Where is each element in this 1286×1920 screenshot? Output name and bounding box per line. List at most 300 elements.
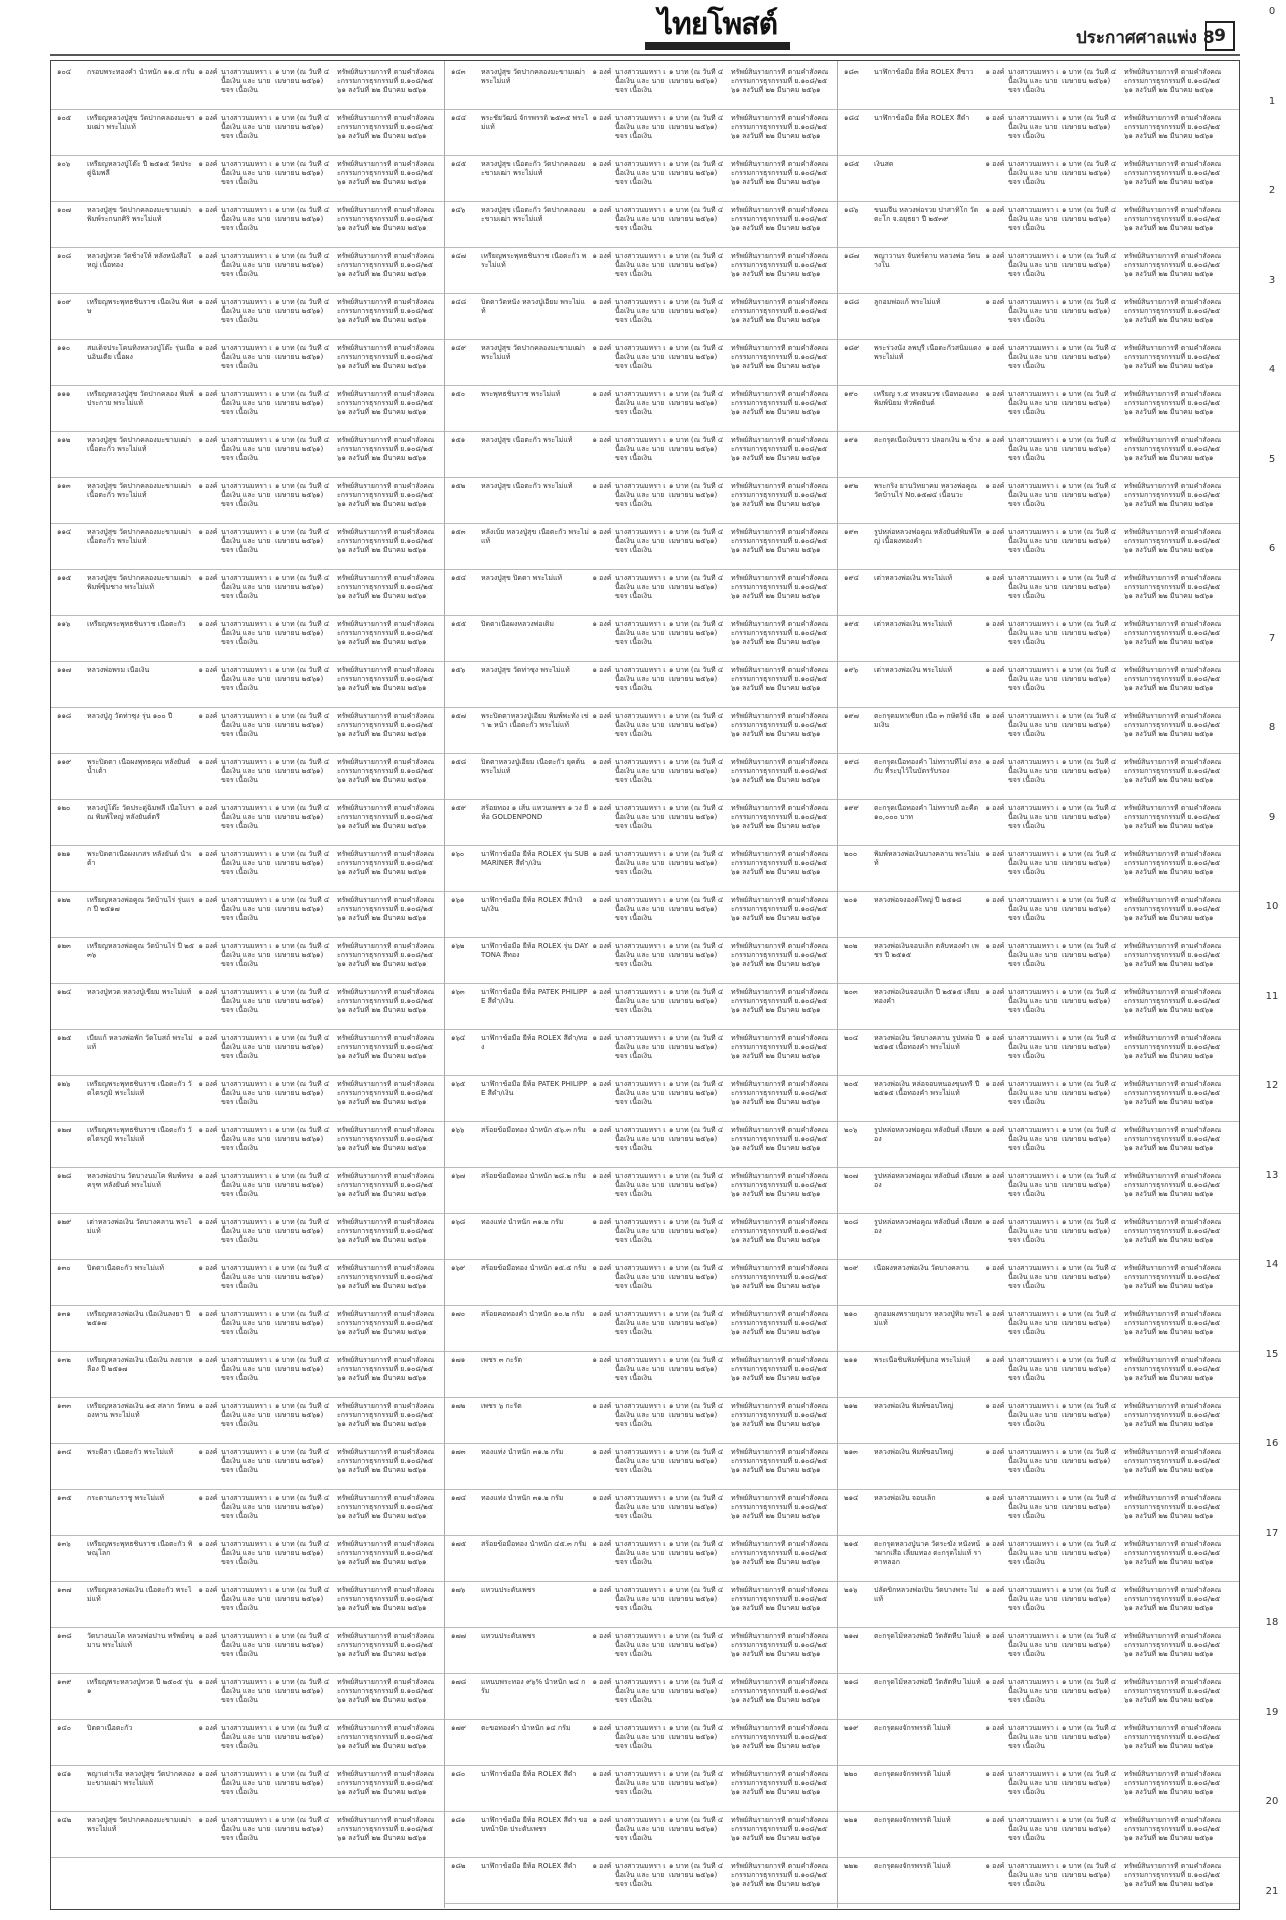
seizure-reference: ทรัพย์สินรายการที่ ตามคำสั่งคณะกรรมการธุรกรรมที่ ย.๑๐๘/๒๕๖๑ ลงวันที่ ๒๒ มีนาคม ๒๕๖๑ xyxy=(1124,206,1222,232)
owner-name: นางสาวนมหรา เนื้อเงิน และ นายขจร เนื้อเงิน xyxy=(615,1356,666,1382)
seizure-reference: ทรัพย์สินรายการที่ ตามคำสั่งคณะกรรมการธุรกรรมที่ ย.๑๐๘/๒๕๖๑ ลงวันที่ ๒๒ มีนาคม ๒๕๖๑ xyxy=(731,114,829,140)
owner-name: นางสาวนมหรา เนื้อเงิน และ นายขจร เนื้อเงิน xyxy=(1008,804,1059,830)
owner-name: นางสาวนมหรา เนื้อเงิน และ นายขจร เนื้อเงิน xyxy=(615,1034,666,1060)
item-value: ๑ บาท (ณ วันที่ ๔ เมษายน ๒๕๖๑) xyxy=(669,1126,724,1143)
table-row xyxy=(445,1169,838,1214)
item-unit: ๑ องค์ xyxy=(198,1264,218,1272)
item-description: ปิดตาเนื้อตะกั่ว พระไม่แท้ xyxy=(87,1264,164,1272)
owner-name: นางสาวนมหรา เนื้อเงิน และ นายขจร เนื้อเงิน xyxy=(615,620,666,646)
seizure-reference: ทรัพย์สินรายการที่ ตามคำสั่งคณะกรรมการธุรกรรมที่ ย.๑๐๘/๒๕๖๑ ลงวันที่ ๒๒ มีนาคม ๒๕๖๑ xyxy=(1124,850,1222,876)
item-unit: ๑ องค์ xyxy=(198,1632,218,1640)
row-number: ๑๙๒ xyxy=(844,482,859,490)
item-description: นาฬิกาข้อมือ ยี่ห้อ ROLEX สีดำ ขอบหน้าปัด ประดับเพชร xyxy=(481,1816,588,1833)
row-number: ๑๒๑ xyxy=(57,850,71,858)
seizure-reference: ทรัพย์สินรายการที่ ตามคำสั่งคณะกรรมการธุรกรรมที่ ย.๑๐๘/๒๕๖๑ ลงวันที่ ๒๒ มีนาคม ๒๕๖๑ xyxy=(731,252,829,278)
row-number: ๒๑๖ xyxy=(844,1586,858,1594)
item-description: หลวงพ่อเงินจอบเล็ก ตลับทองคำ เพชร ปี ๒๕๑๕ xyxy=(874,942,979,959)
owner-name: นางสาวนมหรา เนื้อเงิน และ นายขจร เนื้อเงิน xyxy=(615,160,666,186)
item-value: ๑ บาท (ณ วันที่ ๔ เมษายน ๒๕๖๑) xyxy=(1062,1862,1117,1879)
item-description: ตะขอทองคำ น้ำหนัก ๑๔ กรัม xyxy=(481,1724,571,1732)
item-value: ๑ บาท (ณ วันที่ ๔ เมษายน ๒๕๖๑) xyxy=(1062,1540,1117,1557)
owner-name: นางสาวนมหรา เนื้อเงิน และ นายขจร เนื้อเงิน xyxy=(221,160,272,186)
table-row xyxy=(838,433,1239,478)
owner-name: นางสาวนมหรา เนื้อเงิน และ นายขจร เนื้อเงิน xyxy=(615,1632,666,1658)
row-number: ๒๐๕ xyxy=(844,1080,859,1088)
item-description: หลวงปู่สุข เนื้อตะกั่ว พระไม่แท้ xyxy=(481,436,573,444)
table-row xyxy=(838,1169,1239,1214)
row-number: ๑๖๖ xyxy=(451,1126,465,1134)
item-description: ปิดตาเนื้อตะกั่ว xyxy=(87,1724,133,1732)
item-value: ๑ บาท (ณ วันที่ ๔ เมษายน ๒๕๖๑) xyxy=(275,1402,330,1419)
item-value: ๑ บาท (ณ วันที่ ๔ เมษายน ๒๕๖๑) xyxy=(669,574,724,591)
item-unit: ๑ องค์ xyxy=(592,344,612,352)
item-unit: ๑ องค์ xyxy=(198,1172,218,1180)
table-row xyxy=(445,1767,838,1812)
seizure-reference: ทรัพย์สินรายการที่ ตามคำสั่งคณะกรรมการธุรกรรมที่ ย.๑๐๘/๒๕๖๑ ลงวันที่ ๒๒ มีนาคม ๒๕๖๑ xyxy=(731,298,829,324)
row-number: ๑๖๙ xyxy=(451,1264,466,1272)
seizure-reference: ทรัพย์สินรายการที่ ตามคำสั่งคณะกรรมการธุรกรรมที่ ย.๑๐๘/๒๕๖๑ ลงวันที่ ๒๒ มีนาคม ๒๕๖๑ xyxy=(1124,252,1222,278)
row-number: ๒๐๒ xyxy=(844,942,858,950)
table-row xyxy=(51,295,444,340)
seizure-reference: ทรัพย์สินรายการที่ ตามคำสั่งคณะกรรมการธุรกรรมที่ ย.๑๐๘/๒๕๖๑ ลงวันที่ ๒๒ มีนาคม ๒๕๖๑ xyxy=(337,1632,435,1658)
table-row xyxy=(51,1629,444,1674)
item-unit: ๑ องค์ xyxy=(985,1172,1005,1180)
item-unit: ๑ องค์ xyxy=(985,1540,1005,1548)
item-unit: ๑ องค์ xyxy=(985,1632,1005,1640)
item-unit: ๑ องค์ xyxy=(198,1218,218,1226)
item-description: หลวงปู่ทวด วัดช้างให้ หลังหนังสือใหญ่ เนื้อทอง xyxy=(87,252,191,269)
seizure-reference: ทรัพย์สินรายการที่ ตามคำสั่งคณะกรรมการธุรกรรมที่ ย.๑๐๘/๒๕๖๑ ลงวันที่ ๒๒ มีนาคม ๒๕๖๑ xyxy=(731,1770,829,1796)
item-value: ๑ บาท (ณ วันที่ ๔ เมษายน ๒๕๖๑) xyxy=(669,390,724,407)
item-unit: ๑ องค์ xyxy=(592,1770,612,1778)
seizure-reference: ทรัพย์สินรายการที่ ตามคำสั่งคณะกรรมการธุรกรรมที่ ย.๑๐๘/๒๕๖๑ ลงวันที่ ๒๒ มีนาคม ๒๕๖๑ xyxy=(731,712,829,738)
item-unit: ๑ องค์ xyxy=(592,1448,612,1456)
item-unit: ๑ องค์ xyxy=(985,1724,1005,1732)
seizure-reference: ทรัพย์สินรายการที่ ตามคำสั่งคณะกรรมการธุรกรรมที่ ย.๑๐๘/๒๕๖๑ ลงวันที่ ๒๒ มีนาคม ๒๕๖๑ xyxy=(337,114,435,140)
seizure-reference: ทรัพย์สินรายการที่ ตามคำสั่งคณะกรรมการธุรกรรมที่ ย.๑๐๘/๒๕๖๑ ลงวันที่ ๒๒ มีนาคม ๒๕๖๑ xyxy=(1124,758,1222,784)
row-number: ๑๒๖ xyxy=(57,1080,71,1088)
item-unit: ๑ องค์ xyxy=(198,1402,218,1410)
table-row xyxy=(51,709,444,754)
item-description: หลวงปู่สุข วัดปากคลองมะขามเฒ่า พระไม่แท้ xyxy=(481,68,586,85)
table-row xyxy=(51,1537,444,1582)
row-number: ๒๒๒ xyxy=(844,1862,858,1870)
item-value: ๑ บาท (ณ วันที่ ๔ เมษายน ๒๕๖๑) xyxy=(669,436,724,453)
row-number: ๒๐๔ xyxy=(844,1034,859,1042)
margin-scale-number: 0 xyxy=(1268,6,1276,17)
seizure-reference: ทรัพย์สินรายการที่ ตามคำสั่งคณะกรรมการธุรกรรมที่ ย.๑๐๘/๒๕๖๑ ลงวันที่ ๒๒ มีนาคม ๒๕๖๑ xyxy=(731,206,829,232)
margin-scale-number: 7 xyxy=(1268,632,1276,644)
item-value: ๑ บาท (ณ วันที่ ๔ เมษายน ๒๕๖๑) xyxy=(669,1632,724,1649)
item-value: ๑ บาท (ณ วันที่ ๔ เมษายน ๒๕๖๑) xyxy=(669,1862,724,1879)
item-description: พระพุทธชินราช พระไม่แท้ xyxy=(481,390,561,398)
item-unit: ๑ องค์ xyxy=(592,390,612,398)
item-description: หลวงปู่สุข เนื้อตะกั่ว วัดปากคลองมะขามเฒ่า พระไม่แท้ xyxy=(481,206,586,223)
item-value: ๑ บาท (ณ วันที่ ๔ เมษายน ๒๕๖๑) xyxy=(669,988,724,1005)
row-number: ๑๘๐ xyxy=(451,1770,466,1778)
table-row xyxy=(838,479,1239,524)
owner-name: นางสาวนมหรา เนื้อเงิน และ นายขจร เนื้อเงิน xyxy=(615,436,666,462)
row-number: ๑๙๗ xyxy=(844,712,859,720)
item-description: ตะกรุดเนื้อทองคำ ไม่ทราบที่ไม่ ตรงกับ ที่ระบุไว้ในบัตรรับรอง xyxy=(874,758,981,775)
item-unit: ๑ องค์ xyxy=(592,1816,612,1824)
owner-name: นางสาวนมหรา เนื้อเงิน และ นายขจร เนื้อเงิน xyxy=(221,1172,272,1198)
owner-name: นางสาวนมหรา เนื้อเงิน และ นายขจร เนื้อเงิน xyxy=(1008,574,1059,600)
seizure-reference: ทรัพย์สินรายการที่ ตามคำสั่งคณะกรรมการธุรกรรมที่ ย.๑๐๘/๒๕๖๑ ลงวันที่ ๒๒ มีนาคม ๒๕๖๑ xyxy=(337,482,435,508)
row-number: ๑๖๗ xyxy=(451,1172,466,1180)
item-value: ๑ บาท (ณ วันที่ ๔ เมษายน ๒๕๖๑) xyxy=(1062,206,1117,223)
owner-name: นางสาวนมหรา เนื้อเงิน และ นายขจร เนื้อเงิน xyxy=(615,758,666,784)
header-rule xyxy=(50,54,1240,56)
item-unit: ๑ องค์ xyxy=(198,896,218,904)
item-description: หลังเบ้ย หลวงปู่สุข เนื้อตะกั่ว พระไม่แท้ xyxy=(481,528,589,545)
owner-name: นางสาวนมหรา เนื้อเงิน และ นายขจร เนื้อเงิน xyxy=(1008,482,1059,508)
row-number: ๒๒๐ xyxy=(844,1770,858,1778)
table-row xyxy=(445,525,838,570)
logo-underline xyxy=(645,42,790,50)
margin-scale-number: 16 xyxy=(1265,1438,1279,1449)
table-row xyxy=(445,617,838,662)
item-description: เหรียญหลวงพ่อเงิน ๑๕ สลาก วัดหนองหาน พระไม่แท้ xyxy=(87,1402,195,1419)
seizure-reference: ทรัพย์สินรายการที่ ตามคำสั่งคณะกรรมการธุรกรรมที่ ย.๑๐๘/๒๕๖๑ ลงวันที่ ๒๒ มีนาคม ๒๕๖๑ xyxy=(337,1356,435,1382)
item-unit: ๑ องค์ xyxy=(985,666,1005,674)
item-description: นาฬิกาข้อมือ ยี่ห้อ ROLEX รุ่น SUBMARINER สีดำ/เงิน xyxy=(481,850,589,867)
row-number: ๑๖๘ xyxy=(451,1218,466,1226)
item-description: สร้อยทอง ๑ เส้น แหวนเพชร ๑ วง ยี่ห้อ GOLDENPOND xyxy=(481,804,589,821)
seizure-reference: ทรัพย์สินรายการที่ ตามคำสั่งคณะกรรมการธุรกรรมที่ ย.๑๐๘/๒๕๖๑ ลงวันที่ ๒๒ มีนาคม ๒๕๖๑ xyxy=(1124,1816,1222,1842)
item-value: ๑ บาท (ณ วันที่ ๔ เมษายน ๒๕๖๑) xyxy=(1062,1724,1117,1741)
item-description: เนื้อผงหลวงพ่อเงิน วัดบางคลาน xyxy=(874,1264,969,1272)
item-description: สร้อยคอทองคำ น้ำหนัก ๑๐.๒ กรัม xyxy=(481,1310,585,1318)
table-row xyxy=(445,1123,838,1168)
table-row xyxy=(445,1399,838,1444)
seizure-reference: ทรัพย์สินรายการที่ ตามคำสั่งคณะกรรมการธุรกรรมที่ ย.๑๐๘/๒๕๖๑ ลงวันที่ ๒๒ มีนาคม ๒๕๖๑ xyxy=(1124,1080,1222,1106)
margin-scale-number: 20 xyxy=(1265,1796,1279,1807)
item-description: พิมพ์หลวงพ่อเงินบางคลาน พระไม่แท้ xyxy=(874,850,980,867)
item-description: เหรียญหลวงปู่โต๊ะ ปี ๒๕๑๕ วัดประดู่ฉิมพลี xyxy=(87,160,192,177)
owner-name: นางสาวนมหรา เนื้อเงิน และ นายขจร เนื้อเงิน xyxy=(1008,114,1059,140)
seizure-reference: ทรัพย์สินรายการที่ ตามคำสั่งคณะกรรมการธุรกรรมที่ ย.๑๐๘/๒๕๖๑ ลงวันที่ ๒๒ มีนาคม ๒๕๖๑ xyxy=(731,1632,829,1658)
row-number: ๑๔๔ xyxy=(451,114,467,122)
margin-scale-number: 14 xyxy=(1265,1259,1279,1270)
item-unit: ๑ องค์ xyxy=(985,298,1005,306)
margin-scale-number: 10 xyxy=(1265,901,1279,912)
item-unit: ๑ องค์ xyxy=(592,1632,612,1640)
item-value: ๑ บาท (ณ วันที่ ๔ เมษายน ๒๕๖๑) xyxy=(1062,1356,1117,1373)
table-row xyxy=(838,571,1239,616)
item-description: รูปหล่อหลวงพ่อคูณ หลังยันต์ เลี่ยมทอง xyxy=(874,1126,982,1143)
table-row xyxy=(838,249,1239,294)
item-value: ๑ บาท (ณ วันที่ ๔ เมษายน ๒๕๖๑) xyxy=(275,1494,330,1511)
row-number: ๑๓๗ xyxy=(57,1586,72,1594)
owner-name: นางสาวนมหรา เนื้อเงิน และ นายขจร เนื้อเงิน xyxy=(1008,712,1059,738)
item-unit: ๑ องค์ xyxy=(198,298,218,306)
table-row xyxy=(51,755,444,800)
item-value: ๑ บาท (ณ วันที่ ๔ เมษายน ๒๕๖๑) xyxy=(275,988,330,1005)
item-description: กรอบพระทองคำ น้ำหนัก ๑๑.๕ กรัม xyxy=(87,68,195,76)
table-row xyxy=(838,1675,1239,1720)
table-row xyxy=(445,203,838,248)
owner-name: นางสาวนมหรา เนื้อเงิน และ นายขจร เนื้อเงิน xyxy=(1008,1448,1059,1474)
seizure-reference: ทรัพย์สินรายการที่ ตามคำสั่งคณะกรรมการธุรกรรมที่ ย.๑๐๘/๒๕๖๑ ลงวันที่ ๒๒ มีนาคม ๒๕๖๑ xyxy=(731,1816,829,1842)
item-value: ๑ บาท (ณ วันที่ ๔ เมษายน ๒๕๖๑) xyxy=(669,1678,724,1695)
owner-name: นางสาวนมหรา เนื้อเงิน และ นายขจร เนื้อเงิน xyxy=(1008,1034,1059,1060)
seizure-reference: ทรัพย์สินรายการที่ ตามคำสั่งคณะกรรมการธุรกรรมที่ ย.๑๐๘/๒๕๖๑ ลงวันที่ ๒๒ มีนาคม ๒๕๖๑ xyxy=(1124,1632,1222,1658)
owner-name: นางสาวนมหรา เนื้อเงิน และ นายขจร เนื้อเงิน xyxy=(1008,298,1059,324)
item-value: ๑ บาท (ณ วันที่ ๔ เมษายน ๒๕๖๑) xyxy=(669,1218,724,1235)
row-number: ๑๘๖ xyxy=(844,206,859,214)
seizure-reference: ทรัพย์สินรายการที่ ตามคำสั่งคณะกรรมการธุรกรรมที่ ย.๑๐๘/๒๕๖๑ ลงวันที่ ๒๒ มีนาคม ๒๕๖๑ xyxy=(337,344,435,370)
row-number: ๑๓๔ xyxy=(57,1448,72,1456)
table-row xyxy=(838,341,1239,386)
table-row xyxy=(51,1261,444,1306)
table-row xyxy=(838,1583,1239,1628)
item-description: ขนมจีน หลวงพ่อรวย ปาสาทิโก วัดตะโก จ.อยุธยา ปี ๒๕๓๙ xyxy=(874,206,979,223)
item-description: ตะกรุดหลวงปู่นาค วัดระฆัง หนังหน้าผากเสือ เลี่ยมทอง ตะกรุดไม่แท้ ราคาหลอก xyxy=(874,1540,982,1566)
row-number: ๑๕๙ xyxy=(451,804,466,812)
seizure-reference: ทรัพย์สินรายการที่ ตามคำสั่งคณะกรรมการธุรกรรมที่ ย.๑๐๘/๒๕๖๑ ลงวันที่ ๒๒ มีนาคม ๒๕๖๑ xyxy=(337,712,435,738)
seizure-reference: ทรัพย์สินรายการที่ ตามคำสั่งคณะกรรมการธุรกรรมที่ ย.๑๐๘/๒๕๖๑ ลงวันที่ ๒๒ มีนาคม ๒๕๖๑ xyxy=(337,436,435,462)
row-number: ๑๗๒ xyxy=(451,1402,466,1410)
row-number: ๑๔๖ xyxy=(451,206,466,214)
item-value: ๑ บาท (ณ วันที่ ๔ เมษายน ๒๕๖๑) xyxy=(275,114,330,131)
table-row xyxy=(445,893,838,938)
item-value: ๑ บาท (ณ วันที่ ๔ เมษายน ๒๕๖๑) xyxy=(275,160,330,177)
margin-scale-number: 18 xyxy=(1265,1617,1279,1628)
item-description: นาฬิกาข้อมือ ยี่ห้อ ROLEX สีดำ xyxy=(481,1770,577,1778)
table-row xyxy=(838,1353,1239,1398)
seizure-reference: ทรัพย์สินรายการที่ ตามคำสั่งคณะกรรมการธุรกรรมที่ ย.๑๐๘/๒๕๖๑ ลงวันที่ ๒๒ มีนาคม ๒๕๖๑ xyxy=(731,344,829,370)
item-unit: ๑ องค์ xyxy=(985,390,1005,398)
table-row xyxy=(445,663,838,708)
row-number: ๑๑๔ xyxy=(57,528,72,536)
owner-name: นางสาวนมหรา เนื้อเงิน และ นายขจร เนื้อเงิน xyxy=(615,942,666,968)
item-description: หลวงปู่สุข วัดปากคลองมะขามเฒ่า พระไม่แท้ xyxy=(87,1816,192,1833)
table-row xyxy=(51,1123,444,1168)
seizure-reference: ทรัพย์สินรายการที่ ตามคำสั่งคณะกรรมการธุรกรรมที่ ย.๑๐๘/๒๕๖๑ ลงวันที่ ๒๒ มีนาคม ๒๕๖๑ xyxy=(337,1816,435,1842)
owner-name: นางสาวนมหรา เนื้อเงิน และ นายขจร เนื้อเงิน xyxy=(1008,1770,1059,1796)
owner-name: นางสาวนมหรา เนื้อเงิน และ นายขจร เนื้อเงิน xyxy=(221,1816,272,1842)
item-unit: ๑ องค์ xyxy=(592,1678,612,1686)
item-value: ๑ บาท (ณ วันที่ ๔ เมษายน ๒๕๖๑) xyxy=(275,1632,330,1649)
owner-name: นางสาวนมหรา เนื้อเงิน และ นายขจร เนื้อเงิน xyxy=(221,436,272,462)
table-row xyxy=(51,1169,444,1214)
row-number: ๑๑๙ xyxy=(57,758,72,766)
table-row xyxy=(838,663,1239,708)
seizure-reference: ทรัพย์สินรายการที่ ตามคำสั่งคณะกรรมการธุรกรรมที่ ย.๑๐๘/๒๕๖๑ ลงวันที่ ๒๒ มีนาคม ๒๕๖๑ xyxy=(1124,1540,1222,1566)
item-description: พญาเต่าเรือ หลวงปู่สุข วัดปากคลองมะขามเฒ่า พระไม่แท้ xyxy=(87,1770,195,1787)
table-row xyxy=(51,1031,444,1076)
item-unit: ๑ องค์ xyxy=(592,804,612,812)
margin-scale-number: 6 xyxy=(1268,543,1276,554)
owner-name: นางสาวนมหรา เนื้อเงิน และ นายขจร เนื้อเงิน xyxy=(615,574,666,600)
table-row xyxy=(51,1813,444,1858)
item-value: ๑ บาท (ณ วันที่ ๔ เมษายน ๒๕๖๑) xyxy=(669,850,724,867)
owner-name: นางสาวนมหรา เนื้อเงิน และ นายขจร เนื้อเงิน xyxy=(615,1080,666,1106)
row-number: ๑๗๘ xyxy=(451,1678,467,1686)
page-number: 9 xyxy=(1205,21,1235,51)
item-unit: ๑ องค์ xyxy=(198,1816,218,1824)
row-number: ๑๐๘ xyxy=(57,252,72,260)
owner-name: นางสาวนมหรา เนื้อเงิน และ นายขจร เนื้อเงิน xyxy=(221,942,272,968)
seizure-reference: ทรัพย์สินรายการที่ ตามคำสั่งคณะกรรมการธุรกรรมที่ ย.๑๐๘/๒๕๖๑ ลงวันที่ ๒๒ มีนาคม ๒๕๖๑ xyxy=(1124,620,1222,646)
owner-name: นางสาวนมหรา เนื้อเงิน และ นายขจร เนื้อเงิน xyxy=(221,804,272,830)
item-unit: ๑ องค์ xyxy=(198,988,218,996)
owner-name: นางสาวนมหรา เนื้อเงิน และ นายขจร เนื้อเงิน xyxy=(615,528,666,554)
item-value: ๑ บาท (ณ วันที่ ๔ เมษายน ๒๕๖๑) xyxy=(275,1540,330,1557)
seizure-reference: ทรัพย์สินรายการที่ ตามคำสั่งคณะกรรมการธุรกรรมที่ ย.๑๐๘/๒๕๖๑ ลงวันที่ ๒๒ มีนาคม ๒๕๖๑ xyxy=(731,160,829,186)
item-value: ๑ บาท (ณ วันที่ ๔ เมษายน ๒๕๖๑) xyxy=(1062,1310,1117,1327)
table-row xyxy=(51,939,444,984)
item-value: ๑ บาท (ณ วันที่ ๔ เมษายน ๒๕๖๑) xyxy=(275,68,330,85)
table-row xyxy=(838,1031,1239,1076)
table-row xyxy=(838,1491,1239,1536)
item-value: ๑ บาท (ณ วันที่ ๔ เมษายน ๒๕๖๑) xyxy=(275,942,330,959)
item-description: นาฬิกาข้อมือ ยี่ห้อ ROLEX สีน้ำเงิน/เงิน xyxy=(481,896,583,913)
row-number: ๑๘๙ xyxy=(844,344,859,352)
owner-name: นางสาวนมหรา เนื้อเงิน และ นายขจร เนื้อเงิน xyxy=(221,482,272,508)
owner-name: นางสาวนมหรา เนื้อเงิน และ นายขจร เนื้อเงิน xyxy=(615,68,666,94)
seizure-reference: ทรัพย์สินรายการที่ ตามคำสั่งคณะกรรมการธุรกรรมที่ ย.๑๐๘/๒๕๖๑ ลงวันที่ ๒๒ มีนาคม ๒๕๖๑ xyxy=(337,988,435,1014)
seizure-reference: ทรัพย์สินรายการที่ ตามคำสั่งคณะกรรมการธุรกรรมที่ ย.๑๐๘/๒๕๖๑ ลงวันที่ ๒๒ มีนาคม ๒๕๖๑ xyxy=(731,1678,829,1704)
seizure-reference: ทรัพย์สินรายการที่ ตามคำสั่งคณะกรรมการธุรกรรมที่ ย.๑๐๘/๒๕๖๑ ลงวันที่ ๒๒ มีนาคม ๒๕๖๑ xyxy=(337,850,435,876)
table-row xyxy=(838,985,1239,1030)
seizure-reference: ทรัพย์สินรายการที่ ตามคำสั่งคณะกรรมการธุรกรรมที่ ย.๑๐๘/๒๕๖๑ ลงวันที่ ๒๒ มีนาคม ๒๕๖๑ xyxy=(1124,712,1222,738)
table-row xyxy=(445,1261,838,1306)
item-unit: ๑ องค์ xyxy=(592,850,612,858)
item-unit: ๑ องค์ xyxy=(198,574,218,582)
row-number: ๑๘๘ xyxy=(844,298,860,306)
item-value: ๑ บาท (ณ วันที่ ๔ เมษายน ๒๕๖๑) xyxy=(1062,1034,1117,1051)
seizure-reference: ทรัพย์สินรายการที่ ตามคำสั่งคณะกรรมการธุรกรรมที่ ย.๑๐๘/๒๕๖๑ ลงวันที่ ๒๒ มีนาคม ๒๕๖๑ xyxy=(731,1540,829,1566)
item-description: เหรียญพระพุทธชินราช เนื้อตะกั่ว พระไม่แท้ xyxy=(481,252,587,269)
item-value: ๑ บาท (ณ วันที่ ๔ เมษายน ๒๕๖๑) xyxy=(1062,114,1117,131)
row-number: ๑๕๒ xyxy=(451,482,466,490)
seizure-reference: ทรัพย์สินรายการที่ ตามคำสั่งคณะกรรมการธุรกรรมที่ ย.๑๐๘/๒๕๖๑ ลงวันที่ ๒๒ มีนาคม ๒๕๖๑ xyxy=(731,896,829,922)
item-description: เต่าหลวงพ่อเงิน วัดบางคลาน พระไม่แท้ xyxy=(87,1218,192,1235)
table-row xyxy=(445,1629,838,1674)
item-unit: ๑ องค์ xyxy=(592,574,612,582)
item-unit: ๑ องค์ xyxy=(198,114,218,122)
row-number: ๑๓๒ xyxy=(57,1356,71,1364)
item-description: พระกริ่ง ยานวิทยาคม หลวงพ่อคูณ วัดบ้านไร่ No.๑๕๗๔ เนื้อนวะ xyxy=(874,482,977,499)
item-description: ปิดตาหลวงปู่เอี่ยม เนื้อตะกั่ว ยุคต้น พระไม่แท้ xyxy=(481,758,585,775)
row-number: ๑๔๑ xyxy=(57,1770,72,1778)
item-unit: ๑ องค์ xyxy=(985,528,1005,536)
owner-name: นางสาวนมหรา เนื้อเงิน และ นายขจร เนื้อเงิน xyxy=(1008,1310,1059,1336)
item-description: หลวงปู่สุข วัดปากคลองมะขามเฒ่า เนื้อตะกั่ว พระไม่แท้ xyxy=(87,482,192,499)
owner-name: นางสาวนมหรา เนื้อเงิน และ นายขจร เนื้อเงิน xyxy=(615,712,666,738)
item-description: เหรียญหลวงพ่อเงิน เนื้อเงิน ลงยาเหลือง ปี ๒๕๑๗ xyxy=(87,1356,193,1373)
item-unit: ๑ องค์ xyxy=(592,528,612,536)
table-row xyxy=(445,387,838,432)
item-description: นาฬิกาข้อมือ ยี่ห้อ PATEK PHILIPPE สีดำ/เงิน xyxy=(481,1080,588,1097)
owner-name: นางสาวนมหรา เนื้อเงิน และ นายขจร เนื้อเงิน xyxy=(221,620,272,646)
owner-name: นางสาวนมหรา เนื้อเงิน และ นายขจร เนื้อเงิน xyxy=(221,390,272,416)
table-panel xyxy=(837,61,1239,1908)
seizure-reference: ทรัพย์สินรายการที่ ตามคำสั่งคณะกรรมการธุรกรรมที่ ย.๑๐๘/๒๕๖๑ ลงวันที่ ๒๒ มีนาคม ๒๕๖๑ xyxy=(1124,436,1222,462)
owner-name: นางสาวนมหรา เนื้อเงิน และ นายขจร เนื้อเงิน xyxy=(1008,1264,1059,1290)
table-row xyxy=(51,847,444,892)
row-number: ๑๕๐ xyxy=(451,390,466,398)
item-unit: ๑ องค์ xyxy=(985,206,1005,214)
margin-scale-number: 12 xyxy=(1265,1080,1279,1091)
seizure-reference: ทรัพย์สินรายการที่ ตามคำสั่งคณะกรรมการธุรกรรมที่ ย.๑๐๘/๒๕๖๑ ลงวันที่ ๒๒ มีนาคม ๒๕๖๑ xyxy=(731,942,829,968)
seizure-reference: ทรัพย์สินรายการที่ ตามคำสั่งคณะกรรมการธุรกรรมที่ ย.๑๐๘/๒๕๖๑ ลงวันที่ ๒๒ มีนาคม ๒๕๖๑ xyxy=(1124,942,1222,968)
item-description: หลวงพ่อพรม เนื้อเงิน xyxy=(87,666,150,674)
item-description: นาฬิกาข้อมือ ยี่ห้อ ROLEX สีดำ xyxy=(874,114,970,122)
item-description: เต่าหลวงพ่อเงิน พระไม่แท้ xyxy=(874,666,953,674)
owner-name: นางสาวนมหรา เนื้อเงิน และ นายขจร เนื้อเงิน xyxy=(1008,1816,1059,1842)
owner-name: นางสาวนมหรา เนื้อเงิน และ นายขจร เนื้อเงิน xyxy=(1008,68,1059,94)
margin-scale-number: 1 xyxy=(1268,95,1276,107)
item-description: นาฬิกาข้อมือ ยี่ห้อ PATEK PHILIPPE สีดำ/เงิน xyxy=(481,988,588,1005)
table-row xyxy=(445,1077,838,1122)
item-unit: ๑ องค์ xyxy=(198,666,218,674)
item-value: ๑ บาท (ณ วันที่ ๔ เมษายน ๒๕๖๑) xyxy=(1062,1632,1117,1649)
table-row xyxy=(445,111,838,156)
seizure-reference: ทรัพย์สินรายการที่ ตามคำสั่งคณะกรรมการธุรกรรมที่ ย.๑๐๘/๒๕๖๑ ลงวันที่ ๒๒ มีนาคม ๒๕๖๑ xyxy=(337,1402,435,1428)
owner-name: นางสาวนมหรา เนื้อเงิน และ นายขจร เนื้อเงิน xyxy=(221,896,272,922)
table-row xyxy=(838,1813,1239,1858)
owner-name: นางสาวนมหรา เนื้อเงิน และ นายขจร เนื้อเงิน xyxy=(221,1034,272,1060)
row-number: ๒๐๑ xyxy=(844,896,858,904)
owner-name: นางสาวนมหรา เนื้อเงิน และ นายขจร เนื้อเงิน xyxy=(221,1770,272,1796)
item-unit: ๑ องค์ xyxy=(592,988,612,996)
item-description: ปิดตาวัดหนัง หลวงปู่เอี่ยม พระไม่แท้ xyxy=(481,298,585,315)
item-description: เหรียญพระพุทธชินราช เนื้อตะกั่ว xyxy=(87,620,186,628)
item-value: ๑ บาท (ณ วันที่ ๔ เมษายน ๒๕๖๑) xyxy=(275,1586,330,1603)
table-row xyxy=(445,1675,838,1720)
table-row xyxy=(838,1215,1239,1260)
owner-name: นางสาวนมหรา เนื้อเงิน และ นายขจร เนื้อเงิน xyxy=(1008,206,1059,232)
seizure-reference: ทรัพย์สินรายการที่ ตามคำสั่งคณะกรรมการธุรกรรมที่ ย.๑๐๘/๒๕๖๑ ลงวันที่ ๒๒ มีนาคม ๒๕๖๑ xyxy=(1124,482,1222,508)
owner-name: นางสาวนมหรา เนื้อเงิน และ นายขจร เนื้อเงิน xyxy=(221,1310,272,1336)
owner-name: นางสาวนมหรา เนื้อเงิน และ นายขจร เนื้อเงิน xyxy=(1008,758,1059,784)
seizure-reference: ทรัพย์สินรายการที่ ตามคำสั่งคณะกรรมการธุรกรรมที่ ย.๑๐๘/๒๕๖๑ ลงวันที่ ๒๒ มีนาคม ๒๕๖๑ xyxy=(731,1264,829,1290)
seizure-reference: ทรัพย์สินรายการที่ ตามคำสั่งคณะกรรมการธุรกรรมที่ ย.๑๐๘/๒๕๖๑ ลงวันที่ ๒๒ มีนาคม ๒๕๖๑ xyxy=(337,574,435,600)
row-number: ๒๑๑ xyxy=(844,1356,858,1364)
item-value: ๑ บาท (ณ วันที่ ๔ เมษายน ๒๕๖๑) xyxy=(1062,1816,1117,1833)
item-description: เพชร ๓ กะรัต xyxy=(481,1356,523,1364)
row-number: ๑๐๙ xyxy=(57,298,71,306)
item-description: พระปิดตา เนื้อผงพุทธคุณ หลังยันต์ น้ำเต้า xyxy=(87,758,191,775)
item-unit: ๑ องค์ xyxy=(198,68,218,76)
item-value: ๑ บาท (ณ วันที่ ๔ เมษายน ๒๕๖๑) xyxy=(275,1310,330,1327)
row-number: ๑๙๔ xyxy=(844,574,859,582)
item-description: เหรียญหลวงพ่อคูณ วัดบ้านไร่ ปี ๒๕๓๖ xyxy=(87,942,195,959)
row-number: ๒๑๐ xyxy=(844,1310,858,1318)
item-unit: ๑ องค์ xyxy=(592,712,612,720)
table-row xyxy=(445,939,838,984)
item-description: แหวนประดับเพชร xyxy=(481,1586,536,1594)
item-description: หลวงปู่สุข วัดปากคลองมะขามเฒ่า เนื้อตะกั่ว พระไม่แท้ xyxy=(87,528,192,545)
table-row xyxy=(445,479,838,524)
table-row xyxy=(838,65,1239,110)
seizure-reference: ทรัพย์สินรายการที่ ตามคำสั่งคณะกรรมการธุรกรรมที่ ย.๑๐๘/๒๕๖๑ ลงวันที่ ๒๒ มีนาคม ๒๕๖๑ xyxy=(337,1586,435,1612)
owner-name: นางสาวนมหรา เนื้อเงิน และ นายขจร เนื้อเงิน xyxy=(221,1080,272,1106)
seizure-reference: ทรัพย์สินรายการที่ ตามคำสั่งคณะกรรมการธุรกรรมที่ ย.๑๐๘/๒๕๖๑ ลงวันที่ ๒๒ มีนาคม ๒๕๖๑ xyxy=(731,1724,829,1750)
item-unit: ๑ องค์ xyxy=(198,390,218,398)
row-number: ๑๓๖ xyxy=(57,1540,71,1548)
row-number: ๒๑๘ xyxy=(844,1678,859,1686)
item-description: ตะกรุดผงจักรพรรดิ ไม่แท้ xyxy=(874,1770,951,1778)
seizure-reference: ทรัพย์สินรายการที่ ตามคำสั่งคณะกรรมการธุรกรรมที่ ย.๑๐๘/๒๕๖๑ ลงวันที่ ๒๒ มีนาคม ๒๕๖๑ xyxy=(731,758,829,784)
item-description: นาฬิกาข้อมือ ยี่ห้อ ROLEX สีขาว xyxy=(874,68,974,76)
item-description: สมเด็จประโคนทิ้งหลวงปู่โต๊ะ รุ่นเยือนอินเดีย เนื้อผง xyxy=(87,344,195,361)
item-value: ๑ บาท (ณ วันที่ ๔ เมษายน ๒๕๖๑) xyxy=(275,666,330,683)
item-value: ๑ บาท (ณ วันที่ ๔ เมษายน ๒๕๖๑) xyxy=(1062,1264,1117,1281)
